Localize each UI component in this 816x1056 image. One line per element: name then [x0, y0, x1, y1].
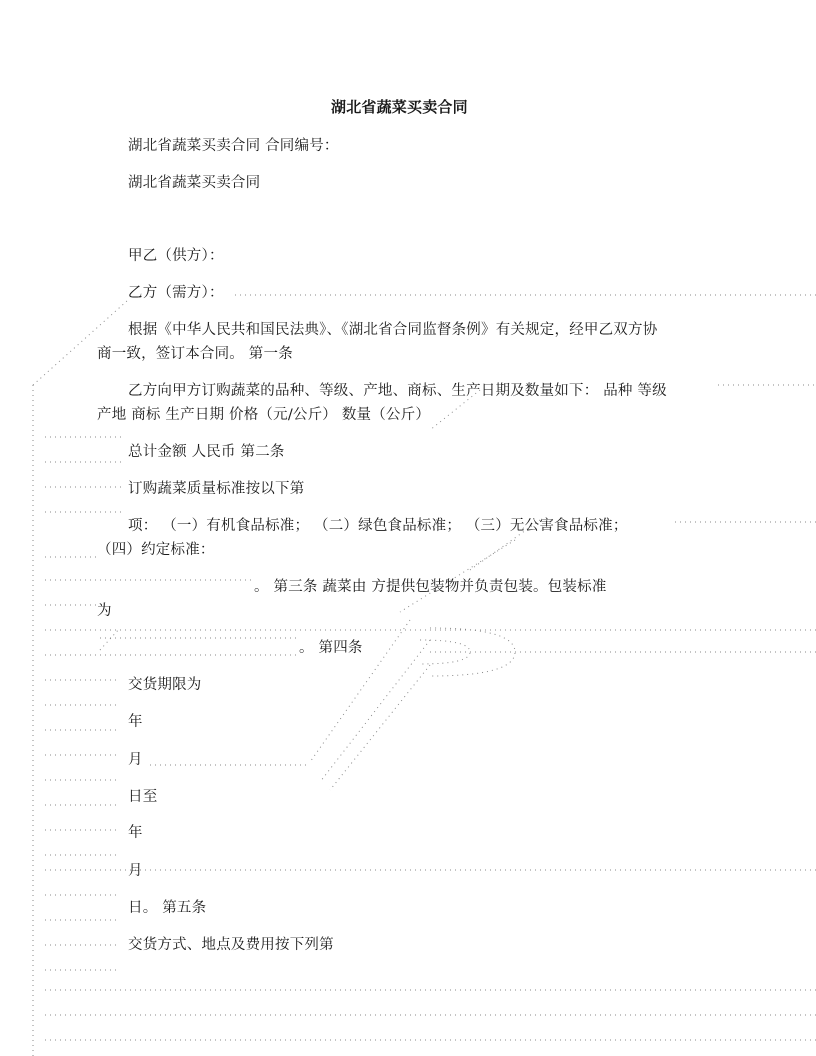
contract-number-line: 湖北省蔬菜买卖合同 合同编号：	[128, 138, 339, 154]
year-2-line: 年	[128, 825, 143, 841]
basis-paragraph-line-1: 根据《中华人民共和国民法典》、《湖北省合同监督条例》有关规定，经甲乙双方协	[128, 322, 658, 338]
quality-line-1: 订购蔬菜质量标准按以下第	[128, 481, 305, 497]
party-b-line: 乙方（需方）：	[128, 285, 224, 301]
delivery-method-line: 交货方式、地点及费用按下列第	[128, 937, 334, 953]
goods-paragraph-line-2: 产地 商标 生产日期 价格（元/公斤） 数量（公斤）	[97, 407, 431, 423]
document-title: 湖北省蔬菜买卖合同	[331, 98, 468, 116]
year-1-line: 年	[128, 714, 143, 730]
packing-line-2: 为	[97, 603, 112, 619]
day-to-line: 日至	[128, 789, 158, 805]
article-four-line: 。 第四条	[299, 640, 363, 656]
month-1-line: 月	[128, 752, 143, 768]
quality-line-2: 项： （一）有机食品标准； （二）绿色食品标准； （三）无公害食品标准；	[128, 518, 628, 534]
party-a-line: 甲乙（供方）：	[128, 248, 224, 264]
subtitle-line: 湖北省蔬菜买卖合同	[128, 175, 261, 191]
basis-paragraph-line-2: 商一致，签订本合同。 第一条	[97, 346, 293, 362]
total-amount-line: 总计金额 人民币 第二条	[128, 444, 285, 460]
goods-paragraph-line-1: 乙方向甲方订购蔬菜的品种、等级、产地、商标、生产日期及数量如下： 品种 等级	[128, 383, 667, 399]
month-2-line: 月	[128, 863, 143, 879]
quality-line-3: （四）约定标准：	[97, 542, 215, 558]
packing-line-1: 。 第三条 蔬菜由 方提供包装物并负责包装。包装标准	[254, 579, 607, 595]
day-end-line: 日。 第五条	[128, 900, 207, 916]
delivery-period-line: 交货期限为	[128, 677, 202, 693]
